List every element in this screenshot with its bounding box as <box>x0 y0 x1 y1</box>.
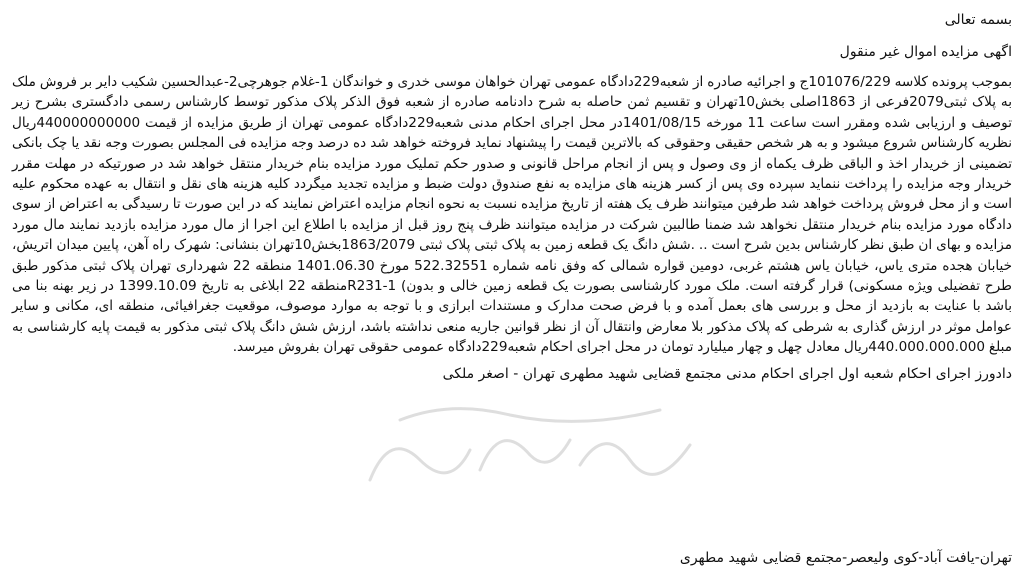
document-signature: دادورز اجرای احکام شعبه اول اجرای احکام مدنی مجتمع قضایی شهید مطهری تهران - اصغر ملکی <box>442 365 1012 382</box>
document-body: بموجب پرونده کلاسه 101076/229ج و اجرائیه صادره از شعبه229دادگاه عمومی تهران خواهان موسی خدری و خواندگان 1-غلام جوهرچی2-عبدالحسین شکیب دایر بر فروش ملک به پلاک ثبتی2079فرعی از 1863اصلی بخش10تهران و تقسیم ثمن حاصله به شرح دادنامه صادره از شعبه فوق الذکر پلاک مذکور توسط کارشناس رسمی دادگستری بشرح زیر توصیف و ارزیابی شده ومقرر است ساعت 11 مورخه 1401/08/15در محل اجرای احکام مدنی شعبه229دادگاه عمومی تهران از طریق مزایده از قیمت 440000000000ریال نظریه کارشناس شروع میشود و به هر شخص حقیقی وحقوقی که بالاترین قیمت را پیشنهاد نماید فروخته خواهد شد ده درصد وجه مزایده فی المجلس بصورت وجه نقد یا چک بانکی تضمینی از خریدار اخذ و الباقی ظرف یکماه از وی وصول و پس از انجام مراحل قانونی و صدور حکم تملیک مورد مزایده بنام خریدار منتقل خواهد شد در صورتیکه در مهلت مقرر خریدار وجه مزایده را پرداخت ننماید سپرده وی پس از کسر هزینه های مزایده به نفع صندوق دولت ضبط و مزایده تجدید میگردد کلیه هزینه های نقل و انتقال به عهده محکوم علیه است و از محل فروش پرداخت خواهد شد طرفین میتوانند ظرف یک هفته از تاریخ مزایده نسبت به نحوه انجام مزایده اعتراض نمایند که در این صورت تا رسیدگی به اعتراض از سوی دادگاه مورد مزایده بنام خریدار منتقل نخواهد شد ضمنا طالبین شرکت در مزایده میتوانند ظرف پنج روز قبل از مزایده با اطلاع این اجرا از مال مورد مزایده بازدید نمایند مال مورد مزایده و بهای ان طبق نظر کارشناس بدین شرح است .. .شش دانگ یک قطعه زمین به پلاک ثبتی پلاک ثبتی 1863/2079بخش10تهران بنشانی: شهرک راه آهن، پایین میدان اتریش، خیابان هجده متری یاس، خیابان یاس هشتم غربی، دومین قواره شمالی که وفق نامه شماره 522.32551 مورخ 1401.06.30 منطقه 22 شهرداری تهران پلاک ثبتی مذکور طبق طرح تفضیلی ویژه مسکونی) قرار گرفته است. ملک مورد کارشناسی بصورت یک قطعه زمین خالی و بدون) R231-1منطقه 22 ابلاغی به تاریخ 1399.10.09 در زیر بهنه بنا می باشد با عنایت به بازدید از محل و بررسی های بعمل آمده و با فرض صحت مدارک و مستندات ابرازی و با توجه به موارد موصوف، موقعیت جغرافیائی، منطقه ای، مکانی و سایر عوامل موثر در ارزش گذاری به شرطی که پلاک مذکور بلا معارض وانتقال آن از نظر قوانین جاریه منعی نداشته باشد، ارزش شش دانگ پلاک ثبتی مذکور به قیمت پایه کارشناسی به مبلغ 440.000.000.000ریال معادل چهل و چهار میلیارد تومان در محل اجرای احکام شعبه229دادگاه عمومی حقوقی تهران بفروش میرسد. <box>12 74 1013 356</box>
document-footer: تهران-یافت آباد-کوی ولیعصر-مجتمع قضایی شهید مطهری <box>679 550 1012 566</box>
document-title: اگهی مزایده اموال غیر منقول <box>839 44 1012 60</box>
document-header: بسمه تعالی <box>944 12 1012 28</box>
